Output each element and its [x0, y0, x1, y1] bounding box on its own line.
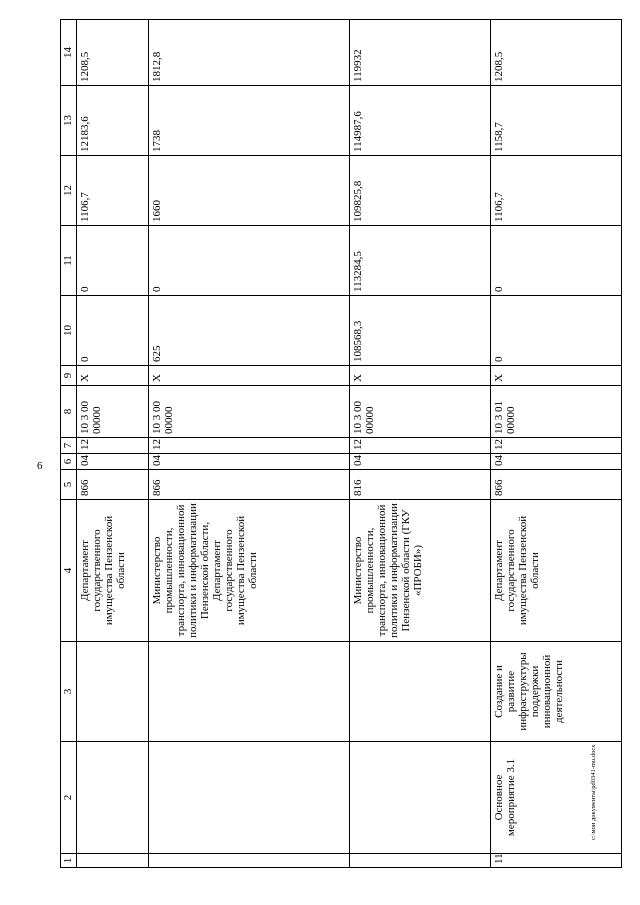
table-cell-col12: 1660 [149, 156, 350, 226]
table-cell-col4: Министерство промышленности, транспорта, инновационной политики и информатизации Пензенской области, Департамент государственного имущества Пензенской области [149, 500, 350, 642]
table-cell-col2 [149, 742, 350, 854]
table-cell-col6: 04 [76, 454, 149, 470]
table-cell-col5: 816 [350, 470, 491, 500]
table-cell-col6: 04 [350, 454, 491, 470]
table-cell-col1 [350, 854, 491, 868]
table-cell-col11: 0 [149, 226, 350, 296]
column-number-7: 7 [61, 438, 77, 454]
table-cell-col11: 0 [491, 226, 622, 296]
column-number-9: 9 [61, 366, 77, 386]
table-cell-col11: 113284,5 [350, 226, 491, 296]
column-number-3: 3 [61, 642, 77, 742]
table-cell-col12: 1106,7 [491, 156, 622, 226]
column-number-6: 6 [61, 454, 77, 470]
table-header-row [61, 20, 77, 868]
table-cell-col10: 0 [76, 296, 149, 366]
table-cell-col1 [76, 854, 149, 868]
table-cell-col6: 04 [491, 454, 622, 470]
table-cell-col3 [350, 642, 491, 742]
table-cell-col8: 10 3 00 00000 [350, 386, 491, 438]
table-cell-col1 [149, 854, 350, 868]
table-cell-col1: 11 [491, 854, 622, 868]
column-number-14: 14 [61, 20, 77, 86]
table-cell-col14: 1812,8 [149, 20, 350, 86]
table-cell-col8: 10 3 00 00000 [149, 386, 350, 438]
table-cell-col11: 0 [76, 226, 149, 296]
column-number-2: 2 [61, 742, 77, 854]
table-cell-col10: 625 [149, 296, 350, 366]
table-cell-col5: 866 [76, 470, 149, 500]
budget-table-sheet [60, 20, 622, 868]
column-number-10: 10 [61, 296, 77, 366]
table-cell-col2 [350, 742, 491, 854]
table-cell-col5: 866 [491, 470, 622, 500]
table-cell-col5: 866 [149, 470, 350, 500]
table-cell-col2 [76, 742, 149, 854]
table-cell-col3: Создание и развитие инфраструктуры поддержки инновационной деятельности [491, 642, 622, 742]
table-cell-col9: X [350, 366, 491, 386]
table-cell-col2: Основное мероприятие 3.1 [491, 742, 622, 854]
column-number-8: 8 [61, 386, 77, 438]
table-cell-col12: 109825,8 [350, 156, 491, 226]
column-number-4: 4 [61, 500, 77, 642]
table-cell-col4: Департамент государственного имущества Пензенской области [76, 500, 149, 642]
budget-table [60, 19, 622, 868]
table-cell-col14: 119932 [350, 20, 491, 86]
table-cell-col12: 1106,7 [76, 156, 149, 226]
table-cell-col9: X [149, 366, 350, 386]
table-cell-col4: Министерство промышленности, транспорта, инновационной политики и информатизации Пензенской области (ГКУ «ПРОБИ») [350, 500, 491, 642]
table-cell-col13: 1738 [149, 86, 350, 156]
table-cell-col4: Департамент государственного имущества Пензенской области [491, 500, 622, 642]
table-row [350, 20, 491, 868]
table-cell-col7: 12 [491, 438, 622, 454]
column-number-5: 5 [61, 470, 77, 500]
table-cell-col7: 12 [149, 438, 350, 454]
column-number-13: 13 [61, 86, 77, 156]
table-cell-col13: 1158,7 [491, 86, 622, 156]
table-row [76, 20, 149, 868]
table-cell-col7: 12 [76, 438, 149, 454]
table-cell-col14: 1208,5 [76, 20, 149, 86]
table-cell-col3 [76, 642, 149, 742]
column-number-12: 12 [61, 156, 77, 226]
table-cell-col13: 114987,6 [350, 86, 491, 156]
table-cell-col9: X [491, 366, 622, 386]
table-cell-col6: 04 [149, 454, 350, 470]
table-row [149, 20, 350, 868]
column-number-11: 11 [61, 226, 77, 296]
table-cell-col10: 0 [491, 296, 622, 366]
table-cell-col13: 12183,6 [76, 86, 149, 156]
page-number: 6 [37, 460, 43, 472]
table-cell-col9: X [76, 366, 149, 386]
table-cell-col7: 12 [350, 438, 491, 454]
table-cell-col8: 10 3 01 00000 [491, 386, 622, 438]
footer-file-path: c:\мои документы\pd0341-mu.docx [590, 744, 597, 840]
table-cell-col10: 108568,3 [350, 296, 491, 366]
table-row [491, 20, 622, 868]
column-number-1: 1 [61, 854, 77, 868]
table-cell-col3 [149, 642, 350, 742]
table-cell-col8: 10 3 00 00000 [76, 386, 149, 438]
table-cell-col14: 1208,5 [491, 20, 622, 86]
